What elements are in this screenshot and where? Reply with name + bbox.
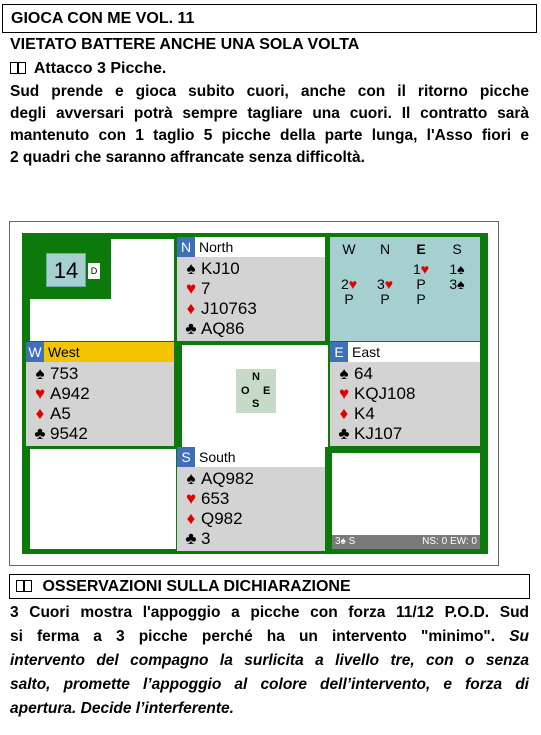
club-icon: ♣ <box>338 424 350 443</box>
heart-icon: ♥ <box>185 279 197 298</box>
south-hearts <box>183 489 229 509</box>
board-number <box>46 253 86 287</box>
south-spades-cards: AQ982 <box>201 469 254 488</box>
spade-icon: ♠ <box>186 469 196 488</box>
book-icon <box>10 62 26 74</box>
north-spades <box>183 259 240 279</box>
east-name: East <box>352 344 381 360</box>
east-hearts <box>336 384 415 404</box>
east-diamonds-cards: K4 <box>354 404 375 423</box>
auction-header-n: N <box>379 241 391 257</box>
south-clubs-cards: 3 <box>201 529 211 548</box>
west-hand <box>26 342 174 446</box>
auction-table <box>330 237 480 341</box>
east-diamonds <box>336 404 375 424</box>
obs-line2-italic: Su <box>509 628 529 645</box>
south-name: South <box>199 449 236 465</box>
spade-icon: ♠ <box>35 364 45 383</box>
north-clubs <box>183 319 244 339</box>
diamond-icon: ♦ <box>186 299 196 318</box>
east-header <box>330 342 480 362</box>
obs-line <box>10 673 529 697</box>
auction-call: P <box>344 291 354 307</box>
club-icon: ♣ <box>185 319 197 338</box>
auction-header-e: E <box>416 241 426 257</box>
section-title: OSSERVAZIONI SULLA DICHIARAZIONE <box>42 578 351 595</box>
auction-header-w: W <box>342 241 356 257</box>
north-diamonds-cards: J10763 <box>201 299 257 318</box>
compass-e: E <box>263 385 271 397</box>
title-box <box>2 4 537 33</box>
lead-line <box>10 59 166 79</box>
auction-call: 1♠ <box>449 261 465 277</box>
west-hearts <box>32 384 90 404</box>
result-bar <box>332 535 480 549</box>
page-title: GIOCA CON ME VOL. 11 <box>11 10 195 27</box>
east-seat-label: E <box>330 342 348 362</box>
south-header <box>177 447 325 467</box>
north-hearts <box>183 279 210 299</box>
bridge-board <box>22 233 488 554</box>
west-clubs <box>32 424 88 444</box>
spade-icon: ♠ <box>186 259 196 278</box>
diamond-icon: ♦ <box>339 404 349 423</box>
subtitle: VIETATO BATTERE ANCHE UNA SOLA VOLTA <box>10 36 360 53</box>
west-clubs-cards: 9542 <box>50 424 88 443</box>
auction-call: 3♠ <box>449 276 465 292</box>
west-hearts-cards: A942 <box>50 384 90 403</box>
club-icon: ♣ <box>185 529 197 548</box>
east-clubs-cards: KJ107 <box>354 424 403 443</box>
auction-call: P <box>416 276 426 292</box>
spade-icon: ♠ <box>339 364 349 383</box>
compass-s: S <box>252 398 260 410</box>
compass <box>236 369 276 413</box>
east-clubs <box>336 424 402 444</box>
north-hand <box>177 237 325 341</box>
south-diamonds-cards: Q982 <box>201 509 243 528</box>
auction-header-s: S <box>452 241 462 257</box>
obs-line: 3 Cuori mostra l'appoggio a picche con forza 11/12 P.O.D. Sud <box>10 604 529 621</box>
bottom-right-cell <box>332 453 480 549</box>
north-spades-cards: KJ10 <box>201 259 240 278</box>
section-header-box <box>9 574 530 599</box>
auction-headers <box>330 241 480 257</box>
auction-call: 3♥ <box>376 276 394 292</box>
south-diamonds <box>183 509 243 529</box>
section-header <box>16 577 351 597</box>
north-header <box>177 237 325 257</box>
club-icon: ♣ <box>34 424 46 443</box>
dealer-marker <box>88 263 100 279</box>
obs-line5: apertura. Decide l’interferente. <box>10 700 234 717</box>
obs-line3: intervento del compagno la surlicita a livello tre, con o senza <box>10 652 529 669</box>
auction-call: P <box>416 291 426 307</box>
north-seat-label: N <box>177 237 195 257</box>
obs-line <box>10 649 529 673</box>
west-spades-cards: 753 <box>50 364 79 383</box>
east-spades <box>336 364 373 384</box>
east-hearts-cards: KQJ108 <box>354 384 416 403</box>
west-diamonds-cards: A5 <box>50 404 71 423</box>
west-spades <box>32 364 78 384</box>
south-hand <box>177 447 325 551</box>
intro-line: degli avversari potrà sempre tagliare una cuori. Il contratto sarà <box>10 105 529 122</box>
observation-paragraph <box>10 601 529 721</box>
intro-paragraph <box>10 81 529 169</box>
obs-line2-plain: si ferma a 3 picche perché ha un intervento "minimo". <box>10 628 496 645</box>
north-diamonds <box>183 299 257 319</box>
obs-line4: salto, promette l’appoggio al colore dell’intervento, e forza di <box>10 676 529 693</box>
contract-text: 3♠ S <box>335 536 356 547</box>
diamond-icon: ♦ <box>35 404 45 423</box>
east-hand <box>330 342 480 446</box>
auction-call: 2♥ <box>340 276 358 292</box>
auction-call: 1♥ <box>412 261 430 277</box>
south-clubs <box>183 529 210 549</box>
west-seat-label: W <box>26 342 44 362</box>
board-number-value: 14 <box>53 258 79 283</box>
center-table <box>182 345 328 447</box>
south-spades <box>183 469 254 489</box>
east-spades-cards: 64 <box>354 364 373 383</box>
board-number-cell <box>30 239 174 341</box>
north-clubs-cards: AQ86 <box>201 319 245 338</box>
intro-line: mantenuto con 1 taglio 5 picche della parte lunga, l'Asso fiori e <box>10 127 529 144</box>
diamond-icon: ♦ <box>186 509 196 528</box>
bottom-left-cell <box>30 449 176 549</box>
compass-n: N <box>252 371 260 383</box>
north-hearts-cards: 7 <box>201 279 211 298</box>
lead-text: Attacco 3 Picche. <box>33 60 167 77</box>
west-header <box>26 342 174 362</box>
obs-line <box>10 697 529 721</box>
heart-icon: ♥ <box>34 384 46 403</box>
dealer-letter: D <box>90 266 98 276</box>
heart-icon: ♥ <box>185 489 197 508</box>
obs-line <box>10 625 529 649</box>
west-diamonds <box>32 404 71 424</box>
south-hearts-cards: 653 <box>201 489 230 508</box>
west-name: West <box>48 344 80 360</box>
intro-line: Sud prende e gioca subito cuori, anche con il ritorno picche <box>10 83 529 100</box>
auction-call: P <box>380 291 390 307</box>
south-seat-label: S <box>177 447 195 467</box>
intro-line: 2 quadri che saranno affrancate senza difficoltà. <box>10 149 365 166</box>
score-text: NS: 0 EW: 0 <box>422 536 477 547</box>
compass-o: O <box>241 385 250 397</box>
north-name: North <box>199 239 234 255</box>
heart-icon: ♥ <box>338 384 350 403</box>
book-icon <box>16 580 32 592</box>
